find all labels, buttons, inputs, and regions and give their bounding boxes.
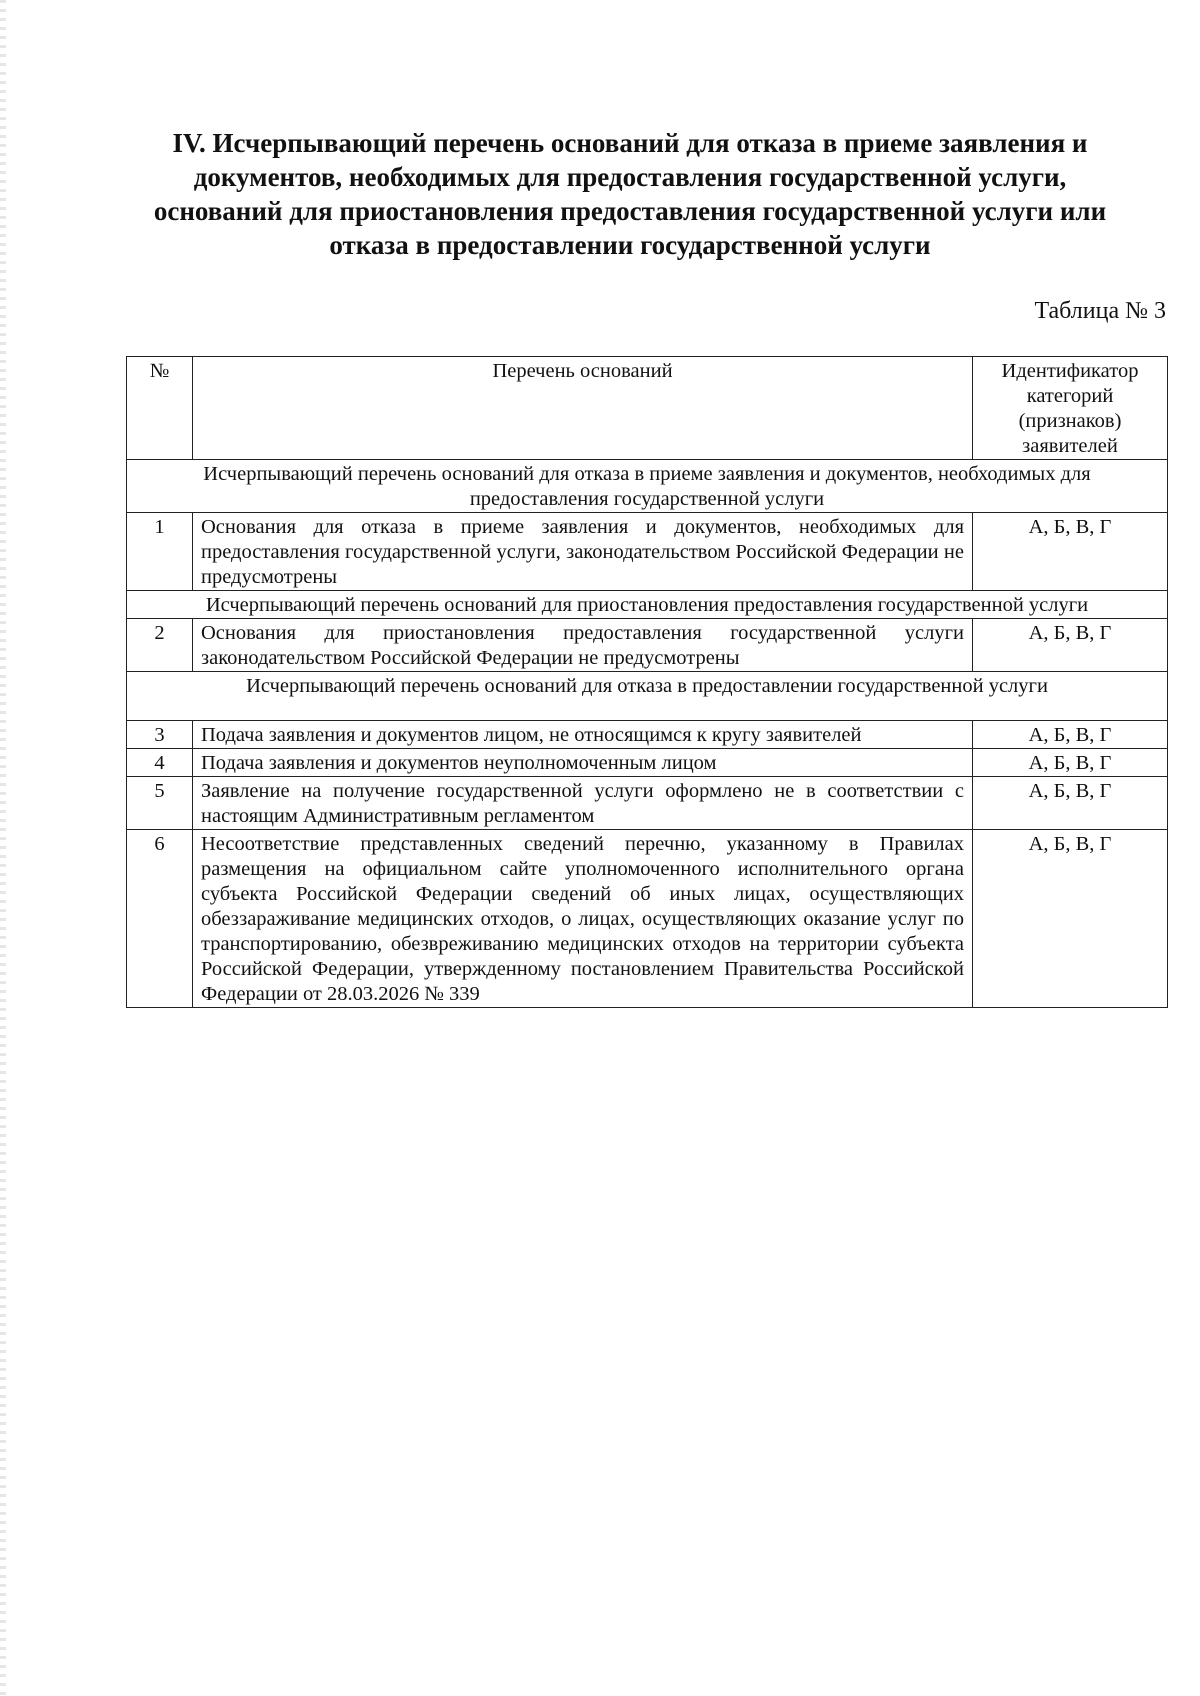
section-row: [127, 460, 1168, 513]
row-text: Несоответствие представленных сведений перечню, указанному в Правилах размещения на официальном сайте уполномоченного исполнительного органа субъекта Российской Федерации сведений об иных лицах, осуществляющих обеззараживание медицинских отходов, о лицах, осуществляющих оказание услуг по транспортированию, обезвреживанию медицинских отходов на территории субъекта Российской Федерации, утвержденному постановлением Правительства Российской Федерации от 28.03.2026 № 339: [193, 830, 973, 1008]
section-row: [127, 591, 1168, 619]
section-heading: [130, 126, 1130, 262]
row-identifiers: А, Б, В, Г: [973, 749, 1168, 777]
row-identifiers: А, Б, В, Г: [973, 619, 1168, 672]
row-text: Заявление на получение государственной услуги оформлено не в соответствии с настоящим Административным регламентом: [193, 777, 973, 830]
section-title: Исчерпывающий перечень оснований для приостановления предоставления государственной услуги: [127, 591, 1168, 619]
table-row: [127, 721, 1168, 749]
heading-line: отказа в предоставлении государственной услуги: [329, 230, 931, 260]
row-identifiers: А, Б, В, Г: [973, 777, 1168, 830]
table-row: [127, 513, 1168, 591]
header-identifier-line: заявителей: [1022, 435, 1118, 457]
row-identifiers: А, Б, В, Г: [973, 721, 1168, 749]
scan-edge-artifact: [0, 0, 6, 1696]
row-number: 3: [127, 721, 193, 749]
table-row: [127, 830, 1168, 1008]
header-number: №: [127, 357, 193, 460]
header-identifier-line: категорий: [1026, 385, 1114, 407]
header-identifier-line: (признаков): [1018, 410, 1122, 432]
table-label: Таблица № 3: [1034, 298, 1166, 324]
row-text: Подача заявления и документов лицом, не относящимся к кругу заявителей: [193, 721, 973, 749]
row-text: Основания для приостановления предоставления государственной услуги законодательством Российской Федерации не предусмотрены: [193, 619, 973, 672]
row-number: 4: [127, 749, 193, 777]
row-number: 1: [127, 513, 193, 591]
heading-line: документов, необходимых для предоставления государственной услуги,: [193, 162, 1067, 192]
heading-line: оснований для приостановления предоставления государственной услуги или: [153, 196, 1107, 226]
header-identifier: [973, 357, 1168, 460]
table-header-row: [127, 357, 1168, 460]
header-grounds: Перечень оснований: [193, 357, 973, 460]
heading-line: IV. Исчерпывающий перечень оснований для отказа в приеме заявления и: [172, 128, 1088, 158]
row-text: Подача заявления и документов неуполномоченным лицом: [193, 749, 973, 777]
grounds-table: [126, 356, 1168, 1008]
row-identifiers: А, Б, В, Г: [973, 513, 1168, 591]
section-row: [127, 672, 1168, 721]
table-row: [127, 619, 1168, 672]
row-number: 2: [127, 619, 193, 672]
table-row: [127, 749, 1168, 777]
row-number: 5: [127, 777, 193, 830]
table-row: [127, 777, 1168, 830]
header-identifier-line: Идентификатор: [1001, 360, 1139, 382]
section-title: Исчерпывающий перечень оснований для отказа в приеме заявления и документов, необходимых для предоставления государственной услуги: [127, 460, 1168, 513]
section-title: Исчерпывающий перечень оснований для отказа в предоставлении государственной услуги: [127, 672, 1168, 721]
row-number: 6: [127, 830, 193, 1008]
row-text: Основания для отказа в приеме заявления и документов, необходимых для предоставления государственной услуги, законодательством Российской Федерации не предусмотрены: [193, 513, 973, 591]
row-identifiers: А, Б, В, Г: [973, 830, 1168, 1008]
